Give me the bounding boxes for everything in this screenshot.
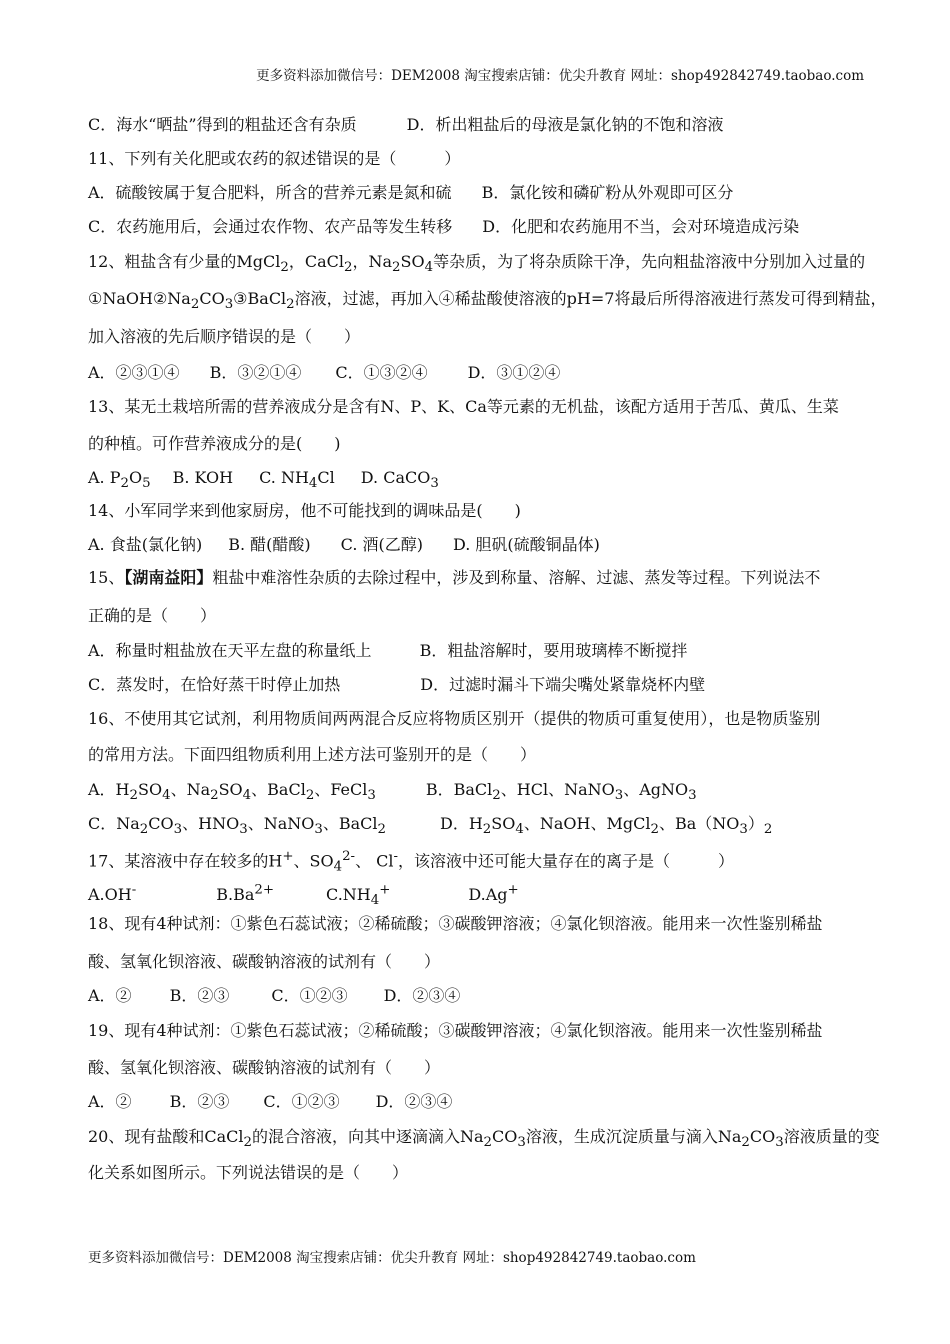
q14-option-b: B. 醋(醋酸) (228, 535, 311, 554)
q12-option-b: B．③②①④ (209, 363, 302, 382)
q20-stem-line2: 化关系如图所示。下列说法错误的是（ ） (88, 1163, 409, 1182)
q11-option-b: B．氯化铵和磷矿粉从外观即可区分 (481, 183, 734, 202)
q15-options-ab (88, 640, 687, 662)
q18-options (88, 985, 460, 1007)
q15-option-c: C．蒸发时，在恰好蒸干时停止加热 (88, 675, 341, 694)
q15-stem-line2: 正确的是（ ） (88, 606, 217, 625)
q13-options (88, 467, 439, 495)
q15-stem-line1: 15、【湖南益阳】粗盐中难溶性杂质的去除过程中，涉及到称量、溶解、过滤、蒸发等过程。下列说法不 (88, 568, 821, 587)
q11-stem: 11、下列有关化肥或农药的叙述错误的是（ ） (88, 149, 461, 168)
q13-option-a: A. $P_2O_5$ (88, 468, 151, 492)
q13-stem-line1: 13、某无土栽培所需的营养液成分是含有N、P、K、Ca等元素的无机盐，该配方适用于苦瓜、黄瓜、生菜 (88, 397, 839, 416)
q12-stem-line2: $①NaOH②Na_2CO_3③BaCl_2$溶液，过滤，再加入④稀盐酸使溶液的pH=7将最后所得溶液进行蒸发可得到精盐， (88, 289, 887, 313)
q12-stem-line1: 12、粗盐含有少量的MgCl$_2$，CaCl$_2$，$Na_2SO_4$等杂质，为了将杂质除干净，先向粗盐溶液中分别加入过量的 (88, 252, 866, 276)
q18-stem-line2: 酸、氢氧化钡溶液、碳酸钠溶液的试剂有（ ） (88, 952, 441, 971)
q12-stem-line3: 加入溶液的先后顺序错误的是（ ） (88, 327, 361, 346)
q18-option-c: C．①②③ (271, 986, 348, 1005)
q19-option-b: B．②③ (169, 1092, 230, 1111)
q10-options-cd (88, 114, 723, 136)
q16-option-b: B．BaCl$_2$、HCl、NaNO$_3$、AgNO$_3$ (425, 780, 697, 804)
q13-stem-line2: 的种植。可作营养液成分的是( ) (88, 434, 341, 453)
q14-option-d: D. 胆矾(硫酸铜晶体) (452, 535, 600, 554)
q16-stem-line1: 16、不使用其它试剂，利用物质间两两混合反应将物质区别开（提供的物质可重复使用），也是物质鉴别 (88, 709, 821, 728)
q12-option-d: D．③①②④ (467, 363, 561, 382)
q14-stem: 14、小军同学来到他家厨房，他不可能找到的调味品是( ) (88, 501, 521, 520)
q14-options (88, 534, 600, 556)
q17-option-d: D.Ag+ (468, 883, 519, 905)
q19-stem-line2: 酸、氢氧化钡溶液、碳酸钠溶液的试剂有（ ） (88, 1058, 441, 1077)
q16-options-cd (88, 813, 772, 841)
q14-option-c: C. 酒(乙醇) (340, 535, 423, 554)
q13-option-d: D. CaCO$_3$ (360, 468, 439, 492)
q11-options-ab (88, 182, 733, 204)
q15-options-cd (88, 674, 705, 696)
q15-option-d: D．过滤时漏斗下端尖嘴处紧靠烧杯内壁 (420, 675, 706, 694)
q12-options (88, 362, 560, 384)
q17-options (88, 880, 519, 913)
q11-option-a: A．硫酸铵属于复合肥料，所含的营养元素是氮和硫 (88, 183, 452, 202)
q17-option-c: $C.NH_4^+$ (326, 883, 391, 909)
q19-option-a: A．② (88, 1092, 132, 1111)
q18-option-b: B．②③ (169, 986, 230, 1005)
q19-option-d: D．②③④ (375, 1092, 453, 1111)
q16-stem-line2: 的常用方法。下面四组物质利用上述方法可鉴别开的是（ ） (88, 745, 537, 764)
q18-option-a: A．② (88, 986, 132, 1005)
q15-option-a: A．称量时粗盐放在天平左盘的称量纸上 (88, 641, 372, 660)
q18-stem-line1: 18、现有4种试剂：①紫色石蕊试液；②稀硫酸；③碳酸钾溶液；④氯化钡溶液。能用来一次性鉴别稀盐 (88, 914, 823, 933)
q11-option-d: D．化肥和农药施用不当，会对环境造成污染 (482, 217, 800, 236)
q17-option-a: A.OH- (88, 883, 137, 905)
q14-option-a: A. 食盐(氯化钠) (88, 535, 203, 554)
q10-option-c: C．海水“晒盐”得到的粗盐还含有杂质 (88, 115, 357, 134)
q20-stem-line1: 20、现有盐酸和CaCl$_2$的混合溶液，向其中逐滴滴入$Na_2CO_3$溶液，生成沉淀质量与滴入$Na_2CO_3$溶液质量的变 (88, 1127, 880, 1151)
q12-option-c: C．①③②④ (335, 363, 428, 382)
q16-options-ab (88, 779, 697, 807)
page-header: 更多资料添加微信号：DEM2008 淘宝搜索店铺：优尖升教育 网址：shop492842749.taobao.com (256, 68, 864, 84)
q17-stem: 17、某溶液中存在较多的H+、$SO_4^{2-}$、 Cl-，该溶液中还可能大量存在的离子是（ ） (88, 849, 735, 875)
q12-option-a: A．②③①④ (88, 363, 180, 382)
q11-options-cd (88, 216, 799, 238)
page-footer: 更多资料添加微信号：DEM2008 淘宝搜索店铺：优尖升教育 网址：shop492842749.taobao.com (88, 1250, 696, 1266)
q19-option-c: C．①②③ (263, 1092, 340, 1111)
q16-option-d: D．$H_2SO_4$、NaOH、MgCl$_2$、$Ba(NO_3)_2$ (440, 814, 773, 838)
q11-option-c: C．农药施用后，会通过农作物、农产品等发生转移 (88, 217, 453, 236)
q19-stem-line1: 19、现有4种试剂：①紫色石蕊试液；②稀硫酸；③碳酸钾溶液；④氯化钡溶液。能用来一次性鉴别稀盐 (88, 1021, 823, 1040)
q16-option-c: C．$Na_2CO_3$、$HNO_3$、NaNO$_3$、BaCl$_2$ (88, 814, 386, 838)
q18-option-d: D．②③④ (383, 986, 461, 1005)
q13-option-b: B. KOH (172, 468, 234, 487)
q15-option-b: B．粗盐溶解时，要用玻璃棒不断搅拌 (419, 641, 688, 660)
q17-option-b: $B.Ba^{2+}$ (216, 883, 275, 905)
q19-options (88, 1091, 452, 1113)
q13-option-c: C. $NH_4Cl$ (259, 468, 335, 492)
q16-option-a: A．$H_2SO_4$、$Na_2SO_4$、BaCl$_2$、FeCl$_3$ (88, 780, 376, 804)
q15-source-tag: 【湖南益阳】 (124, 568, 213, 587)
q10-option-d: D．析出粗盐后的母液是氯化钠的不饱和溶液 (406, 115, 724, 134)
